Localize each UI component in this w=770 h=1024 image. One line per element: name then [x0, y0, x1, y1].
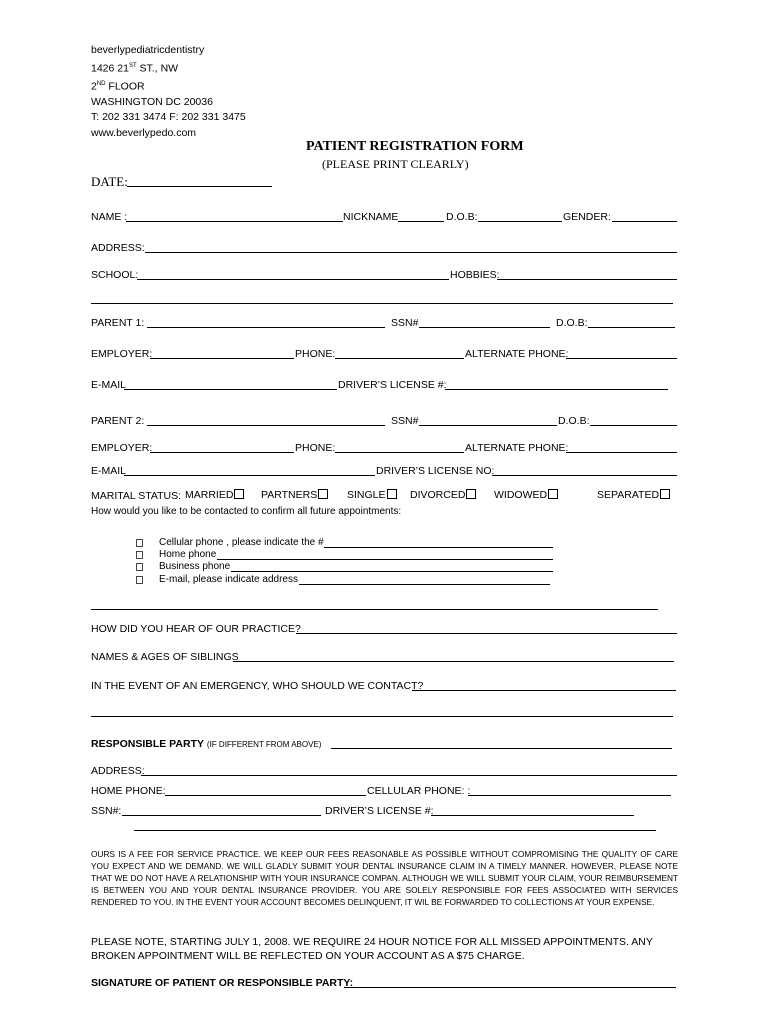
contact-option-email: E-mail, please indicate address — [159, 574, 298, 585]
marital-option-married[interactable] — [185, 489, 244, 501]
date-field[interactable] — [127, 186, 272, 187]
contact-email-field[interactable] — [299, 584, 550, 585]
phone2-label: PHONE: — [295, 442, 336, 454]
alt-phone1-field[interactable] — [566, 358, 677, 359]
license2-field[interactable] — [492, 475, 677, 476]
license2-label: DRIVER’S LICENSE NO: — [376, 465, 495, 477]
address-field[interactable] — [145, 252, 677, 253]
checkbox[interactable] — [318, 489, 328, 499]
nickname-field[interactable] — [398, 221, 444, 222]
contact-option-business: Business phone — [159, 561, 231, 572]
alt-phone2-field[interactable] — [566, 452, 677, 453]
marital-option-partners[interactable] — [261, 489, 328, 501]
practice-name: beverlypediatricdentistry — [91, 44, 205, 56]
option-label: PARTNERS — [261, 489, 318, 501]
responsible-label: RESPONSIBLE PARTY — [91, 738, 204, 750]
bullet-icon — [136, 539, 143, 547]
practice-header — [91, 43, 246, 141]
option-label: SEPARATED — [597, 489, 660, 501]
employer1-field[interactable] — [150, 358, 294, 359]
parent1-field[interactable] — [147, 327, 385, 328]
hear-field[interactable] — [296, 633, 677, 634]
signature-label-text: SIGNATURE OF PATIENT OR RESPONSIBLE PARTY: — [91, 977, 354, 989]
missed-appointment-notice: PLEASE NOTE, STARTING JULY 1, 2008. WE REQUIRE 24 HOUR NOTICE FOR ALL MISSED APPOINTMENTS. ANY BROKEN APPOINTMENT WILL BE REFLECTED ON YOUR ACCOUNT AS A $75 CHARGE. — [91, 936, 653, 962]
signature-label — [91, 978, 353, 989]
street-name: ST., NW — [136, 62, 179, 74]
dob-field[interactable] — [478, 221, 562, 222]
email1-field[interactable] — [124, 389, 337, 390]
contact-question: How would you like to be contacted to confirm all future appointments: — [91, 506, 402, 517]
street-suffix: ST — [128, 62, 137, 69]
parent2-field[interactable] — [147, 425, 385, 426]
phone1-label: PHONE: — [295, 348, 336, 360]
emergency-label: IN THE EVENT OF AN EMERGENCY, WHO SHOULD WE CONTACT? — [91, 680, 424, 692]
marital-option-separated[interactable] — [597, 489, 670, 501]
contact-cell-field[interactable] — [324, 547, 553, 548]
section-divider — [91, 609, 658, 610]
school-label: SCHOOL: — [91, 269, 139, 281]
option-label: SINGLE — [347, 489, 386, 501]
home-phone-label: HOME PHONE: — [91, 785, 166, 797]
form-subtitle: (PLEASE PRINT CLEARLY) — [322, 157, 469, 171]
responsible-license-label: DRIVER’S LICENSE #: — [325, 805, 434, 817]
employer2-field[interactable] — [150, 452, 294, 453]
email2-label: E-MAIL — [91, 465, 127, 477]
extra-line[interactable] — [91, 303, 673, 304]
gender-label: GENDER: — [563, 211, 611, 223]
phone-line: T: 202 331 3474 F: 202 331 3475 — [91, 111, 246, 123]
contact-option-home: Home phone — [159, 549, 217, 560]
option-label: DIVORCED — [410, 489, 466, 501]
floor-suffix: ND — [96, 80, 106, 87]
phone1-field[interactable] — [335, 358, 464, 359]
responsible-address-label: ADDRESS: — [91, 765, 145, 777]
option-label: WIDOWED — [494, 489, 548, 501]
name-label: NAME : — [91, 211, 128, 223]
marital-option-divorced[interactable] — [410, 489, 476, 501]
siblings-label: NAMES & AGES OF SIBLINGS — [91, 651, 239, 663]
floor-number: 2 — [91, 80, 97, 92]
marital-option-widowed[interactable] — [494, 489, 558, 501]
option-label: MARRIED — [185, 489, 234, 501]
ssn2-label: SSN# — [391, 415, 419, 427]
parent2-label: PARENT 2: — [91, 415, 145, 427]
license1-field[interactable] — [445, 389, 668, 390]
form-title: PATIENT REGISTRATION FORM — [306, 139, 524, 154]
dob-p1-label: D.O.B: — [556, 317, 588, 329]
dob-label: D.O.B: — [446, 211, 478, 223]
address-line-1 — [91, 59, 246, 77]
employer2-label: EMPLOYER: — [91, 442, 153, 454]
dob-p2-field[interactable] — [590, 425, 677, 426]
address-line-2 — [91, 77, 246, 95]
date-label: DATE: — [91, 174, 128, 189]
gender-field[interactable] — [612, 221, 677, 222]
responsible-ssn-label: SSN#: — [91, 805, 122, 817]
ssn1-label: SSN# — [391, 317, 419, 329]
responsible-address-field[interactable] — [141, 775, 677, 776]
school-field[interactable] — [137, 279, 449, 280]
checkbox[interactable] — [548, 489, 558, 499]
siblings-field[interactable] — [233, 661, 674, 662]
dob-p1-field[interactable] — [588, 327, 675, 328]
street-number: 1426 21 — [91, 62, 129, 74]
name-field[interactable] — [126, 221, 343, 222]
checkbox[interactable] — [660, 489, 670, 499]
city-line: WASHINGTON DC 20036 — [91, 95, 213, 108]
responsible-note: (IF DIFFERENT FROM ABOVE) — [206, 740, 322, 749]
fee-policy-text: OURS IS A FEE FOR SERVICE PRACTICE. WE KEEP OUR FEES REASONABLE AS POSSIBLE WITHOUT COMPROMISING THE QUALITY OF CARE YOU EXPECT AND WE DEMAND. WE WILL GLADLY SUBMIT YOUR DENTAL INSURANCE CLAIM IN A TIMELY MANNER. HOWEVER, PLEASE NOTE THAT WE DO NOT HAVE A RELATIONSHIP WITH YOUR INSURANCE COMPAN. ALTHOUGH WE WILL SUBMIT YOUR CLAIM, YOUR REIMBURSEMENT IS BETWEEN YOU AND YOUR DENTAL INSURANCE PROVIDER. YOU ARE SOLELY RESPONSIBLE FOR FEES ASSOCIATED WITH SERVICES RENDERED TO YOU. IN THE EVENT YOUR ACCOUNT BECOMES DELINQUENT, IT WIL BE FORWARDED TO COLLECTIONS AT YOUR EXPENSE. — [91, 849, 678, 907]
bullet-icon — [136, 551, 143, 559]
hear-label: HOW DID YOU HEAR OF OUR PRACTICE? — [91, 623, 301, 635]
responsible-ssn-field[interactable] — [122, 815, 321, 816]
marital-option-single[interactable] — [347, 489, 397, 501]
contact-business-field[interactable] — [231, 571, 553, 572]
responsible-extra-field[interactable] — [134, 830, 656, 831]
employer1-label: EMPLOYER: — [91, 348, 153, 360]
address-label: ADDRESS: — [91, 242, 145, 254]
website[interactable]: www.beverlypedo.com — [91, 126, 197, 139]
responsible-license-field[interactable] — [431, 815, 634, 816]
nickname-label: NICKNAME — [343, 211, 399, 223]
marital-status-label: MARITAL STATUS: — [91, 490, 182, 502]
phone2-field[interactable] — [335, 452, 464, 453]
cell-phone-field[interactable] — [468, 795, 671, 796]
contact-option-cell: Cellular phone , please indicate the # — [159, 537, 324, 548]
bullet-icon — [136, 563, 143, 571]
contact-home-field[interactable] — [217, 559, 553, 560]
signature-field[interactable] — [344, 987, 676, 988]
alt-phone1-label: ALTERNATE PHONE: — [465, 348, 569, 360]
responsible-party-heading — [91, 739, 321, 750]
email2-field[interactable] — [124, 475, 375, 476]
checkbox[interactable] — [234, 489, 244, 499]
checkbox[interactable] — [387, 489, 397, 499]
emergency-extra-field[interactable] — [91, 716, 673, 717]
email1-label: E-MAIL — [91, 379, 127, 391]
home-phone-field[interactable] — [165, 795, 366, 796]
parent1-label: PARENT 1: — [91, 317, 145, 329]
bullet-icon — [136, 576, 143, 584]
alt-phone2-label: ALTERNATE PHONE: — [465, 442, 569, 454]
floor-label: FLOOR — [105, 80, 145, 92]
responsible-field[interactable] — [331, 748, 672, 749]
ssn1-field[interactable] — [419, 327, 550, 328]
cell-phone-label: CELLULAR PHONE: : — [367, 785, 471, 797]
checkbox[interactable] — [466, 489, 476, 499]
emergency-field[interactable] — [412, 690, 676, 691]
ssn2-field[interactable] — [419, 425, 557, 426]
hobbies-label: HOBBIES: — [450, 269, 500, 281]
dob-p2-label: D.O.B: — [558, 415, 590, 427]
license1-label: DRIVER’S LICENSE #: — [338, 379, 447, 391]
hobbies-field[interactable] — [497, 279, 677, 280]
